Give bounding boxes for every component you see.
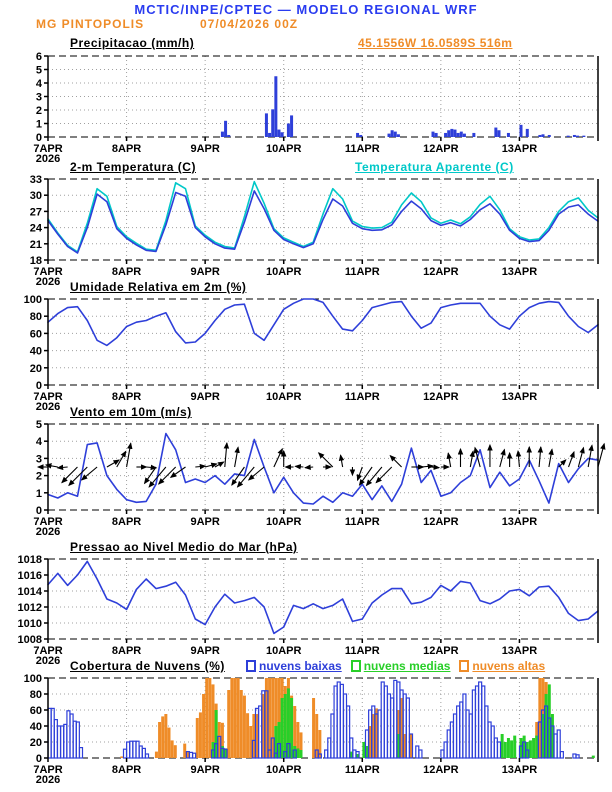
pres-chart [0,554,612,667]
svg-text:1: 1 [35,487,42,500]
svg-text:9APR: 9APR [190,516,220,528]
svg-text:0: 0 [35,380,42,392]
legend-nuvens-medias-label: nuvens medias [363,659,451,673]
svg-text:12APR: 12APR [423,516,459,528]
svg-text:9APR: 9APR [190,391,220,403]
panel-temp-title: 2-m Temperatura (C) [70,160,196,174]
svg-text:33: 33 [29,174,42,186]
svg-text:9APR: 9APR [190,266,220,278]
svg-text:12APR: 12APR [423,391,459,403]
panel-temperature [0,174,612,288]
svg-text:13APR: 13APR [501,764,538,776]
svg-text:2: 2 [35,105,42,117]
svg-text:11APR: 11APR [344,266,380,278]
svg-text:13APR: 13APR [501,266,538,278]
svg-text:18: 18 [29,255,42,267]
svg-text:4: 4 [35,78,42,90]
precip-chart [0,51,612,165]
svg-text:8APR: 8APR [111,391,142,403]
station-name: MG PINTOPOLIS [36,17,145,31]
panel-pressure [0,554,612,667]
svg-text:9APR: 9APR [190,143,220,155]
panel-wind [0,419,612,538]
apparent-temp-label: Temperatura Aparente (C) [355,160,514,174]
svg-text:60: 60 [29,328,42,341]
svg-text:2026: 2026 [35,153,61,165]
legend-nuvens-baixas-label: nuvens baixas [259,659,342,673]
svg-text:11APR: 11APR [344,645,380,657]
svg-text:7APR: 7APR [33,143,63,155]
svg-text:0: 0 [35,132,42,144]
svg-text:0: 0 [35,753,42,765]
svg-text:10APR: 10APR [265,645,302,657]
panel-pressure-title: Pressao ao Nivel Medio do Mar (hPa) [70,540,298,554]
svg-text:10APR: 10APR [265,143,302,155]
svg-text:8APR: 8APR [111,764,142,776]
run-datetime: 07/04/2026 00Z [200,17,299,31]
svg-text:21: 21 [29,238,42,251]
svg-text:11APR: 11APR [344,764,380,776]
temp-chart [0,174,612,288]
page-title: MCTIC/INPE/CPTEC — MODELO REGIONAL WRF [134,2,478,17]
wind-chart [0,419,612,538]
svg-text:13APR: 13APR [501,143,538,155]
panel-pressure-header [0,540,612,555]
panel-precipitation [0,51,612,165]
svg-text:6: 6 [35,51,42,63]
svg-text:12APR: 12APR [423,266,459,278]
panel-precip-title: Precipitacao (mm/h) [70,36,195,50]
station-coordinates: 45.1556W 16.0589S 516m [358,36,513,50]
svg-text:40: 40 [29,721,42,733]
svg-text:20: 20 [29,737,42,749]
svg-text:2026: 2026 [35,526,61,538]
svg-text:20: 20 [29,362,42,375]
svg-text:8APR: 8APR [111,143,142,155]
svg-text:3: 3 [35,453,42,466]
svg-text:7APR: 7APR [33,764,63,776]
svg-text:100: 100 [23,294,42,306]
svg-text:1008: 1008 [17,634,42,646]
svg-text:0: 0 [35,505,42,517]
svg-text:11APR: 11APR [344,516,380,528]
panel-humidity [0,294,612,413]
svg-text:60: 60 [29,705,42,717]
svg-text:13APR: 13APR [501,645,538,657]
svg-text:2026: 2026 [35,401,61,413]
svg-text:1010: 1010 [17,618,42,630]
svg-text:7APR: 7APR [33,266,63,278]
svg-text:1012: 1012 [17,602,42,614]
svg-text:10APR: 10APR [265,391,302,403]
svg-text:1016: 1016 [17,570,42,582]
panel-clouds-title: Cobertura de Nuvens (%) [70,659,225,673]
svg-text:80: 80 [29,311,42,324]
svg-text:12APR: 12APR [423,645,459,657]
rh-chart [0,294,612,413]
svg-text:5: 5 [35,64,42,77]
svg-text:5: 5 [35,419,42,431]
svg-text:13APR: 13APR [501,391,538,403]
svg-text:2: 2 [35,470,42,483]
svg-text:2026: 2026 [35,774,61,786]
panel-rh-title: Umidade Relativa em 2m (%) [70,280,247,294]
svg-text:12APR: 12APR [423,764,459,776]
panel-cloud-cover [0,673,612,786]
svg-text:7APR: 7APR [33,645,63,657]
svg-text:2026: 2026 [35,655,61,667]
svg-text:10APR: 10APR [265,516,302,528]
svg-text:10APR: 10APR [265,266,302,278]
legend-nuvens-altas-label: nuvens altas [472,659,546,673]
svg-text:30: 30 [29,190,42,203]
svg-text:100: 100 [23,673,42,685]
svg-text:7APR: 7APR [33,516,63,528]
clouds-chart [0,673,612,786]
svg-text:27: 27 [29,206,42,219]
svg-text:1: 1 [35,118,42,131]
svg-text:8APR: 8APR [111,516,142,528]
svg-text:12APR: 12APR [423,143,459,155]
svg-text:9APR: 9APR [190,645,220,657]
svg-text:8APR: 8APR [111,266,142,278]
svg-text:13APR: 13APR [501,516,538,528]
svg-text:3: 3 [35,91,42,104]
svg-text:1014: 1014 [17,586,42,598]
svg-text:1018: 1018 [17,554,42,566]
svg-text:2026: 2026 [35,276,61,288]
svg-text:8APR: 8APR [111,645,142,657]
svg-text:80: 80 [29,689,42,701]
svg-text:10APR: 10APR [265,764,302,776]
panel-precip-header [0,36,612,51]
panel-wind-title: Vento em 10m (m/s) [70,405,192,419]
svg-text:11APR: 11APR [344,143,380,155]
svg-text:40: 40 [29,345,42,358]
svg-text:7APR: 7APR [33,391,63,403]
svg-text:4: 4 [35,436,42,449]
svg-text:9APR: 9APR [190,764,220,776]
svg-text:24: 24 [29,222,42,235]
svg-text:11APR: 11APR [344,391,380,403]
